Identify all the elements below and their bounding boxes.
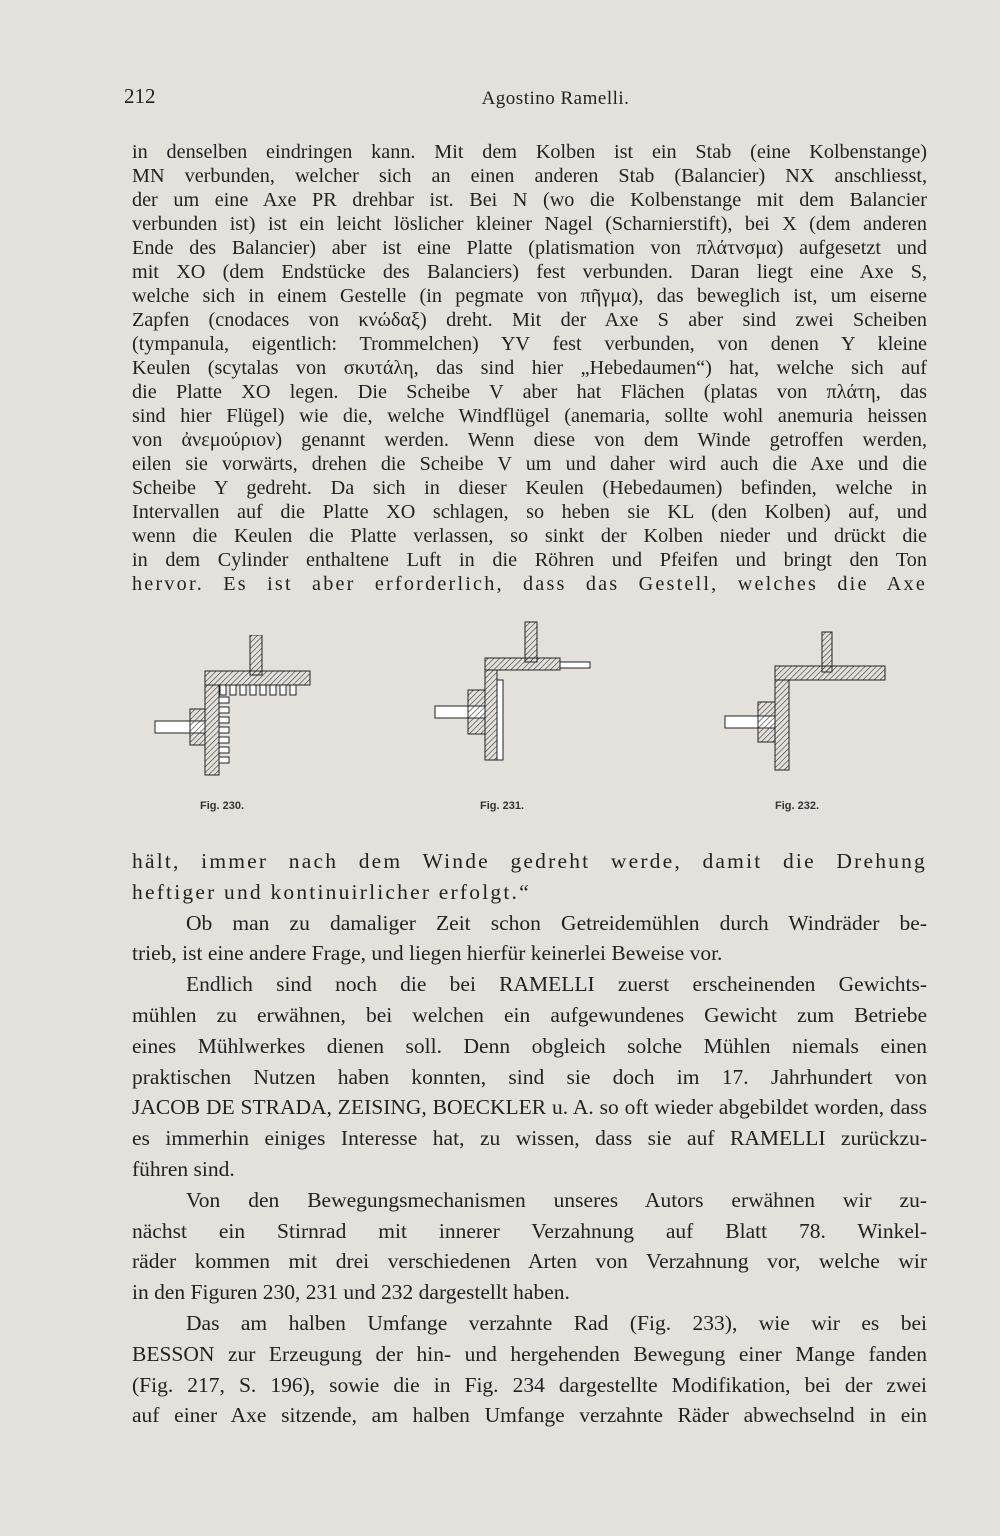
- text-line: Zapfen (cnodaces von κνώδαξ) dreht. Mit der Axe S aber sind zwei Scheiben: [132, 309, 927, 331]
- text-line: es immerhin einiges Interesse hat, zu wissen, dass sie auf RAMELLI zurückzu-: [132, 1126, 927, 1151]
- text-line: mit XO (dem Endstücke des Balanciers) fest verbunden. Daran liegt eine Axe S,: [132, 261, 927, 283]
- text-line: Endlich sind noch die bei RAMELLI zuerst erscheinenden Gewichts-: [186, 972, 927, 997]
- text-line: Von den Bewegungsmechanismen unseres Autors erwähnen wir zu-: [186, 1187, 927, 1212]
- text-line: welche sich in einem Gestelle (in pegmate von πῆγμα), das beweglich ist, um eiserne: [132, 285, 927, 307]
- text-line: Keulen (scytalas von σκυτάλη, das sind hier „Hebedaumen“) hat, welche sich auf: [132, 357, 927, 379]
- page-number: 212: [124, 84, 156, 108]
- text-line: Ob man zu damaliger Zeit schon Getreidemühlen durch Windräder be-: [186, 910, 927, 935]
- text-line: Ende des Balancier) aber ist eine Platte (platismation von πλάτνσμα) aufgesetzt und: [132, 237, 927, 259]
- text-line: in denselben eindringen kann. Mit dem Kolben ist ein Stab (eine Kolbenstange): [132, 141, 927, 163]
- text-line: in dem Cylinder enthaltene Luft in die Röhren und Pfeifen und bringt den Ton: [132, 549, 927, 571]
- text-line: sind hier Flügel) wie die, welche Windflügel (anemaria, sollte wohl anemuria heissen: [132, 405, 927, 427]
- text-line: die Platte XO legen. Die Scheibe V aber hat Flächen (platas von πλάτη, das: [132, 381, 927, 403]
- figure-231: [430, 620, 600, 770]
- text-line: trieb, ist eine andere Frage, und liegen hierfür keinerlei Beweise vor.: [132, 941, 723, 966]
- text-line: in den Figuren 230, 231 und 232 dargestellt haben.: [132, 1280, 570, 1305]
- text-line: Scheibe Y gedreht. Da sich in dieser Keulen (Hebedaumen) befinden, welche in: [132, 477, 927, 499]
- figure-230: [150, 635, 320, 785]
- text-line: nächst ein Stirnrad mit innerer Verzahnung auf Blatt 78. Winkel-: [132, 1218, 927, 1243]
- text-line: praktischen Nutzen haben konnten, sind sie doch im 17. Jahrhundert von: [132, 1064, 927, 1089]
- text-line: führen sind.: [132, 1156, 235, 1181]
- text-line: verbunden ist) ist ein leicht löslicher kleiner Nagel (Scharnierstift), bei X (dem anderen: [132, 213, 927, 235]
- text-line: räder kommen mit drei verschiedenen Arten von Verzahnung vor, welche wir: [132, 1249, 927, 1274]
- text-line: der um eine Axe PR drehbar ist. Bei N (wo die Kolbenstange mit dem Balancier: [132, 189, 927, 211]
- figure-232-caption: Fig. 232.: [775, 800, 820, 812]
- text-line: auf einer Axe sitzende, am halben Umfange verzahnte Räder abwechselnd in ein: [132, 1403, 927, 1428]
- text-line: hervor. Es ist aber erforderlich, dass das Gestell, welches die Axe: [132, 573, 927, 595]
- figure-232: [720, 630, 890, 780]
- text-line: eines Mühlwerkes dienen soll. Denn obgleich solche Mühlen niemals einen: [132, 1033, 927, 1058]
- figure-row: [150, 620, 940, 830]
- bevel-gear-230-drawing: [150, 635, 320, 785]
- text-line: wenn die Keulen die Platte verlassen, so sinkt der Kolben nieder und drückt die: [132, 525, 927, 547]
- text-line: (tympanula, eigentlich: Trommelchen) YV fest verbunden, von denen Y kleine: [132, 333, 927, 355]
- text-line: heftiger und kontinuirlicher erfolgt.“: [132, 879, 531, 904]
- bevel-gear-232-drawing: [720, 630, 890, 780]
- text-line: eilen sie vorwärts, drehen die Scheibe V um und daher wird auch die Axe und die: [132, 453, 927, 475]
- text-line: Das am halben Umfange verzahnte Rad (Fig. 233), wie wir es bei: [186, 1310, 927, 1335]
- text-line: BESSON zur Erzeugung der hin- und hergehenden Bewegung einer Mange fanden: [132, 1341, 927, 1366]
- text-line: JACOB DE STRADA, ZEISING, BOECKLER u. A. so oft wieder abgebildet worden, dass: [132, 1095, 927, 1120]
- upper-paragraph: [132, 140, 927, 596]
- running-header: [118, 84, 933, 114]
- running-title: Agostino Ramelli.: [481, 88, 630, 109]
- figure-230-caption: Fig. 230.: [200, 800, 245, 812]
- bevel-gear-231-drawing: [430, 620, 600, 770]
- figure-231-caption: Fig. 231.: [480, 800, 525, 812]
- text-line: von ἀνεμούριον) genannt werden. Wenn diese von dem Winde getroffen werden,: [132, 429, 927, 451]
- text-line: (Fig. 217, S. 196), sowie die in Fig. 234 dargestellte Modifikation, bei der zwei: [132, 1372, 927, 1397]
- text-line: hält, immer nach dem Winde gedreht werde, damit die Drehung: [132, 849, 927, 873]
- text-line: MN verbunden, welcher sich an einen anderen Stab (Balancier) NX anschliesst,: [132, 165, 927, 187]
- text-line: mühlen zu erwähnen, bei welchen ein aufgewundenes Gewicht zum Betriebe: [132, 1002, 927, 1027]
- lower-text: [132, 846, 927, 1431]
- text-line: Intervallen auf die Platte XO schlagen, so heben sie KL (den Kolben) auf, und: [132, 501, 927, 523]
